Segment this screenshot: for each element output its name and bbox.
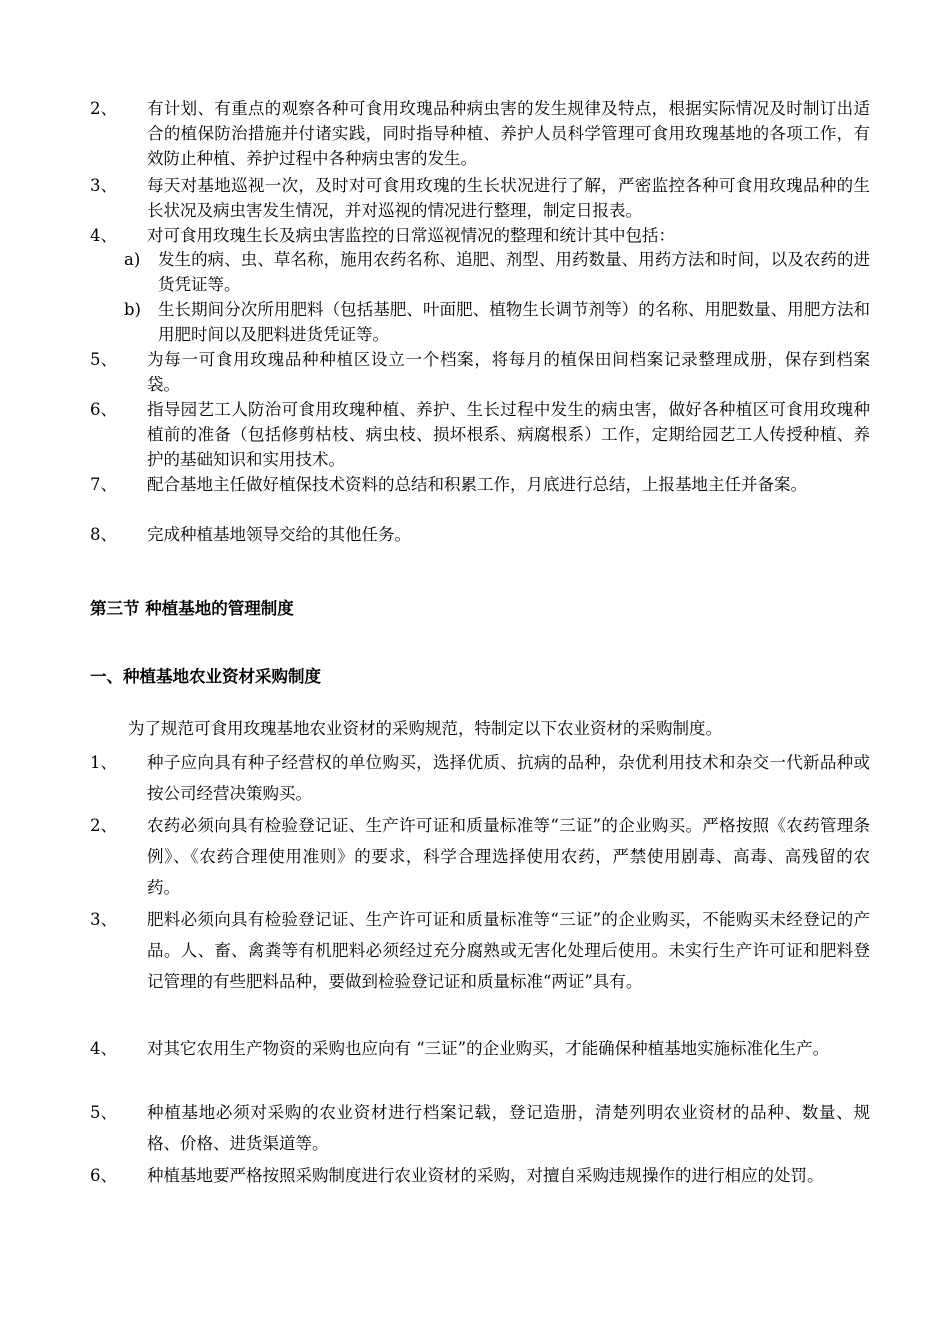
item-text: 对其它农用生产物资的采购也应向有 “三证”的企业购买，才能确保种植基地实施标准化生产。	[147, 1039, 830, 1058]
sub-item-text: 发生的病、虫、草名称，施用农药名称、追肥、剂型、用药数量、用药方法和时间，以及农药的进货凭证等。	[158, 250, 870, 294]
item-text: 为每一可食用玫瑰品种种植区设立一个档案，将每月的植保田间档案记录整理成册，保存到档案袋。	[147, 350, 870, 394]
item-text: 完成种植基地领导交给的其他任务。	[147, 525, 411, 544]
item-number: 2、	[90, 816, 117, 835]
item-number: 3、	[90, 176, 117, 195]
item-number: 4、	[90, 1039, 117, 1058]
item-number: 4、	[90, 226, 117, 245]
item-text: 每天对基地巡视一次，及时对可食用玫瑰的生长状况进行了解，严密监控各种可食用玫瑰品种的生长状况及病虫害发生情况，并对巡视的情况进行整理，制定日报表。	[147, 176, 870, 220]
item-number: 3、	[90, 910, 117, 929]
item-number: 5、	[90, 1103, 117, 1122]
item-number: 8、	[90, 525, 117, 544]
section-title: 第三节 种植基地的管理制度	[90, 599, 294, 618]
sub-item-marker: b)	[124, 300, 141, 319]
item-text: 种植基地要严格按照采购制度进行农业资材的采购，对擅自采购违规操作的进行相应的处罚。	[147, 1166, 824, 1185]
item-number: 1、	[90, 753, 117, 772]
item-text: 农药必须向具有检验登记证、生产许可证和质量标准等“三证”的企业购买。严格按照《农药管理条例》、《农药合理使用准则》的要求，科学合理选择使用农药，严禁使用剧毒、高毒、高残留的农药。	[147, 816, 870, 897]
item-text: 有计划、有重点的观察各种可食用玫瑰品种病虫害的发生规律及特点，根据实际情况及时制订出适合的植保防治措施并付诸实践，同时指导种植、养护人员科学管理可食用玫瑰基地的各项工作，有效防止种植、养护过程中各种病虫害的发生。	[147, 99, 870, 168]
item-number: 6、	[90, 400, 117, 419]
item-number: 6、	[90, 1166, 117, 1185]
item-text: 对可食用玫瑰生长及病虫害监控的日常巡视情况的整理和统计其中包括：	[147, 226, 675, 245]
subsection-title: 一、种植基地农业资材采购制度	[90, 667, 321, 686]
item-text: 种子应向具有种子经营权的单位购买，选择优质、抗病的品种，杂优利用技术和杂交一代新品种或按公司经营决策购买。	[147, 753, 870, 803]
intro-paragraph: 为了规范可食用玫瑰基地农业资材的采购规范，特制定以下农业资材的采购制度。	[128, 719, 722, 738]
item-number: 7、	[90, 475, 117, 494]
item-number: 2、	[90, 99, 117, 118]
item-text: 种植基地必须对采购的农业资材进行档案记载，登记造册，清楚列明农业资材的品种、数量、规格、价格、进货渠道等。	[147, 1103, 870, 1153]
item-text: 肥料必须向具有检验登记证、生产许可证和质量标准等“三证”的企业购买，不能购买未经登记的产品。人、畜、禽粪等有机肥料必须经过充分腐熟或无害化处理后使用。未实行生产许可证和肥料登记管理的有些肥料品种，要做到检验登记证和质量标准“两证”具有。	[147, 910, 870, 991]
sub-item-text: 生长期间分次所用肥料（包括基肥、叶面肥、植物生长调节剂等）的名称、用肥数量、用肥方法和用肥时间以及肥料进货凭证等。	[158, 300, 870, 344]
item-text: 配合基地主任做好植保技术资料的总结和积累工作，月底进行总结，上报基地主任并备案。	[147, 475, 807, 494]
item-text: 指导园艺工人防治可食用玫瑰种植、养护、生长过程中发生的病虫害，做好各种植区可食用玫瑰种植前的准备（包括修剪枯枝、病虫枝、损坏根系、病腐根系）工作，定期给园艺工人传授种植、养护的基础知识和实用技术。	[147, 400, 870, 469]
sub-item-marker: a)	[124, 250, 141, 269]
item-number: 5、	[90, 350, 117, 369]
